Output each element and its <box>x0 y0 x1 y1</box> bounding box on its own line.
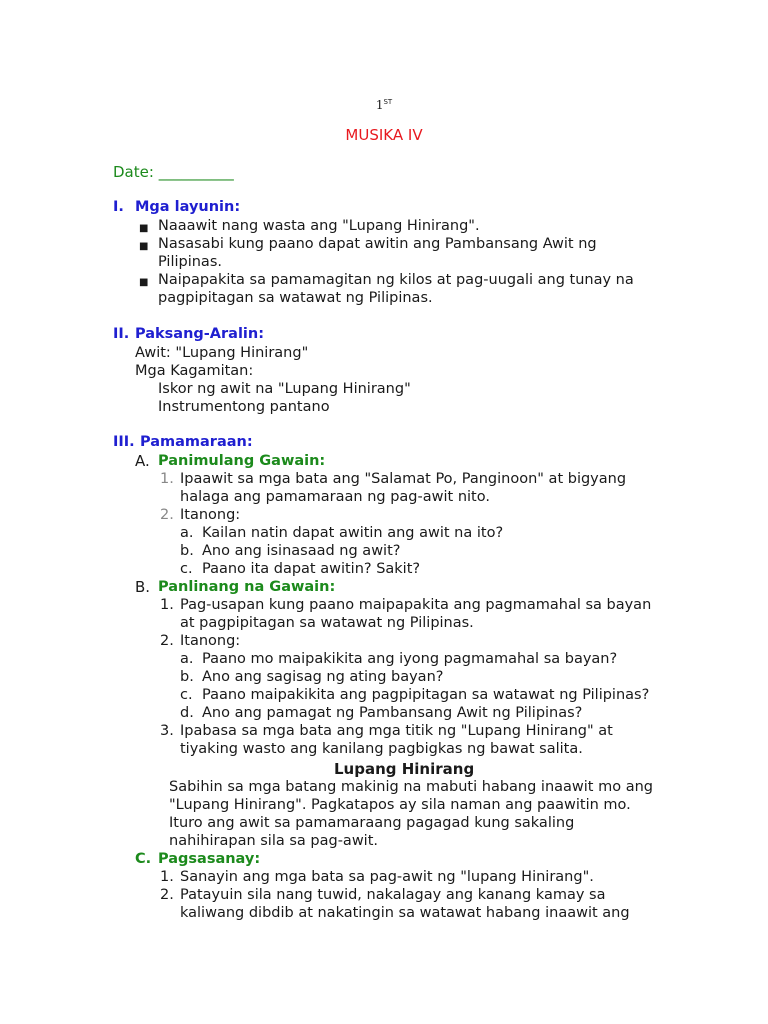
b-item-3-line2: tiyaking wasto ang kanilang pagbigkas ng bawat salita. <box>180 741 583 757</box>
material-2: Instrumentong pantano <box>158 399 330 415</box>
b-item-1-line2: at pagpipitagan sa watawat ng Pilipinas. <box>180 615 474 631</box>
b-sub-a-text: Paano mo maipakikita ang iyong pagmamahal sa bayan? <box>202 651 618 667</box>
b-sub-c-letter: c. <box>180 687 193 703</box>
date-blank: __________ <box>158 163 234 181</box>
a-sub-a-letter: a. <box>180 525 194 541</box>
c-item-2-num: 2. <box>160 887 174 903</box>
paragraph-line4: nahihirapan sila sa pag-awit. <box>169 833 378 849</box>
a-sub-a-text: Kailan natin dapat awitin ang awit na ito? <box>202 525 504 541</box>
c-item-1-line1: Sanayin ang mga bata sa pag-awit ng "lupang Hinirang". <box>180 869 594 885</box>
bullet-icon: ■ <box>139 223 149 234</box>
b-item-2-num: 2. <box>160 633 174 649</box>
section3-num: III. <box>113 434 135 450</box>
objective-3-line1: Naipapakita sa pamamagitan ng kilos at pag-uugali ang tunay na <box>158 272 634 288</box>
paragraph-line1: Sabihin sa mga batang makinig na mabuti habang inaawit mo ang <box>169 779 653 795</box>
section2-title: Paksang-Aralin: <box>135 326 265 342</box>
section3-title: Pamamaraan: <box>140 434 253 450</box>
page-title: MUSIKA IV <box>345 126 423 144</box>
c-item-1-num: 1. <box>160 869 174 885</box>
a-sub-c-text: Paano ita dapat awitin? Sakit? <box>202 561 421 577</box>
a-item-1-num: 1. <box>160 471 174 487</box>
subsection-a-title: Panimulang Gawain: <box>158 453 326 469</box>
a-item-2-line1: Itanong: <box>180 507 241 523</box>
a-item-1-line1: Ipaawit sa mga bata ang "Salamat Po, Panginoon" at bigyang <box>180 471 627 487</box>
subsection-b-title: Panlinang na Gawain: <box>158 579 336 595</box>
section1-num: I. <box>113 199 124 215</box>
b-sub-a-letter: a. <box>180 651 194 667</box>
song-title: Lupang Hinirang <box>334 760 475 778</box>
subsection-c-title: Pagsasanay: <box>158 851 261 867</box>
b-item-2-line1: Itanong: <box>180 633 241 649</box>
b-sub-d-text: Ano ang pamagat ng Pambansang Awit ng Pilipinas? <box>202 705 583 721</box>
objective-2-line2: Pilipinas. <box>158 254 222 270</box>
b-item-1-line1: Pag-usapan kung paano maipapakita ang pagmamahal sa bayan <box>180 597 652 613</box>
bullet-icon: ■ <box>139 277 149 288</box>
b-sub-b-text: Ano ang sagisag ng ating bayan? <box>202 669 444 685</box>
objective-3-line2: pagpipitagan sa watawat ng Pilipinas. <box>158 290 433 306</box>
b-item-3-line1: Ipabasa sa mga bata ang mga titik ng "Lupang Hinirang" at <box>180 723 613 739</box>
a-sub-b-text: Ano ang isinasaad ng awit? <box>202 543 401 559</box>
a-item-2-num: 2. <box>160 507 174 523</box>
material-1: Iskor ng awit na "Lupang Hinirang" <box>158 381 411 397</box>
section1-title: Mga layunin: <box>135 199 241 215</box>
paragraph-line2: "Lupang Hinirang". Pagkatapos ay sila naman ang paawitin mo. <box>169 797 631 813</box>
b-sub-c-text: Paano maipakikita ang pagpipitagan sa watawat ng Pilipinas? <box>202 687 650 703</box>
objective-2-line1: Nasasabi kung paano dapat awitin ang Pambansang Awit ng <box>158 236 597 252</box>
page-number: 1ST <box>375 98 393 112</box>
a-item-1-line2: halaga ang pamamaraan ng pag-awit nito. <box>180 489 490 505</box>
b-sub-b-letter: b. <box>180 669 194 685</box>
paragraph-line3: Ituro ang awit sa pamamaraang pagagad kung sakaling <box>169 815 575 831</box>
subsection-b-letter: B. <box>135 578 151 596</box>
a-sub-c-letter: c. <box>180 561 193 577</box>
materials-label: Mga Kagamitan: <box>135 363 254 379</box>
topic-song: Awit: "Lupang Hinirang" <box>135 345 309 361</box>
b-sub-d-letter: d. <box>180 705 194 721</box>
bullet-icon: ■ <box>139 241 149 252</box>
subsection-a-letter: A. <box>135 452 150 470</box>
date-line <box>113 163 234 181</box>
subsection-c-letter: C. <box>135 851 152 867</box>
date-label: Date: <box>113 163 154 181</box>
a-sub-b-letter: b. <box>180 543 194 559</box>
objective-1-line1: Naaawit nang wasta ang "Lupang Hinirang". <box>158 218 480 234</box>
section2-num: II. <box>113 326 130 342</box>
b-item-3-num: 3. <box>160 723 174 739</box>
c-item-2-line1: Patayuin sila nang tuwid, nakalagay ang kanang kamay sa <box>180 887 606 903</box>
b-item-1-num: 1. <box>160 597 174 613</box>
c-item-2-line2: kaliwang dibdib at nakatingin sa watawat habang inaawit ang <box>180 905 630 921</box>
